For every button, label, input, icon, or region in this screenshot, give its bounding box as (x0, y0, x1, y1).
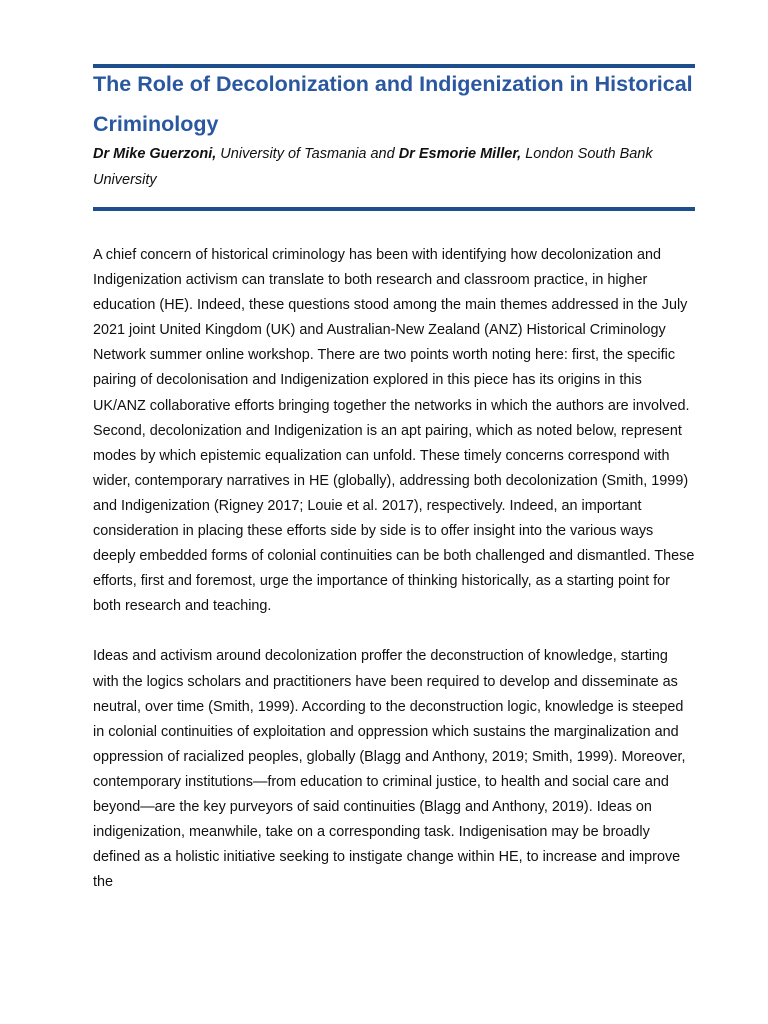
article-title: The Role of Decolonization and Indigenization in Historical Criminology (93, 72, 693, 136)
author-line (93, 141, 693, 193)
author-2-name: Dr Esmorie Miller, (398, 146, 522, 162)
author-1-name: Dr Mike Guerzoni, (93, 146, 217, 162)
author-1-affiliation: University of Tasmania and (216, 146, 399, 162)
author-2-affiliation: London South Bank University (93, 146, 653, 188)
bottom-divider (93, 207, 695, 211)
paragraph-2: Ideas and activism around decolonization proffer the deconstruction of knowledge, starting with the logics scholars and practitioners have been required to develop and disseminate as neutral, over time (Smith, 1999). According to the deconstruction logic, knowledge is steeped in colonial continuities of exploitation and oppression which sustains the marginalization and oppression of racialized peoples, globally (Blagg and Anthony, 2019; Smith, 1999). Moreover, contemporary institutions—from education to criminal justice, to health and social care and beyond—are the key purveyors of said continuities (Blagg and Anthony, 2019). Ideas on indigenization, meanwhile, take on a corresponding task. Indigenisation may be broadly defined as a holistic initiative seeking to instigate change within HE, to increase and improve the (93, 648, 686, 891)
article-body (93, 243, 697, 920)
paragraph-1: A chief concern of historical criminology has been with identifying how decolonization and Indigenization activism can translate to both research and classroom practice, in higher education (HE). Indeed, these questions stood among the main themes addressed in the July 2021 joint United Kingdom (UK) and Australian-New Zealand (ANZ) Historical Criminology Network summer online workshop. There are two points worth noting here: first, the specific pairing of decolonisation and Indigenization explored in this piece has its origins in this UK/ANZ collaborative efforts bringing together the networks in which the authors are involved. Second, decolonization and Indigenization is an apt pairing, which as noted below, represent modes by which epistemic equalization can unfold. These timely concerns correspond with wider, contemporary narratives in HE (globally), addressing both decolonization (Smith, 1999) and Indigenization (Rigney 2017; Louie et al. 2017), respectively. Indeed, an important consideration in placing these efforts side by side is to offer insight into the various ways deeply embedded forms of colonial continuities can be both challenged and dismantled. These efforts, first and foremost, urge the importance of thinking historically, as a starting point for both research and teaching. (93, 247, 695, 615)
